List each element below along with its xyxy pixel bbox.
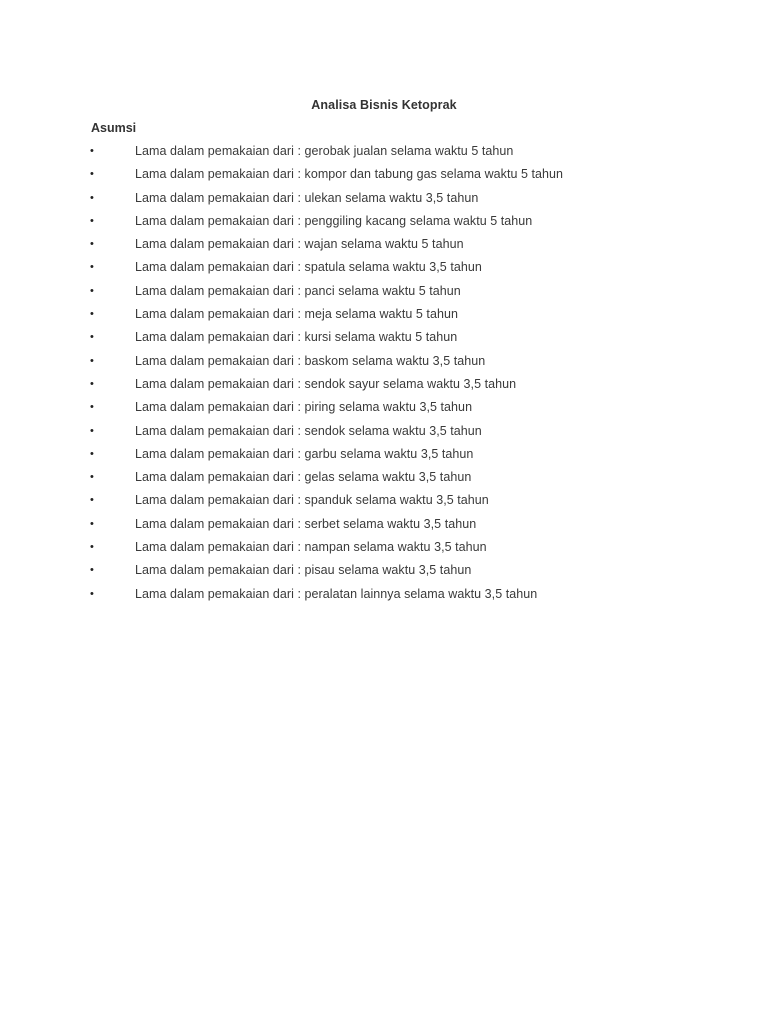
bullet-icon: • [90, 447, 94, 460]
bullet-icon: • [90, 284, 94, 297]
assumption-list [0, 143, 768, 609]
list-item [0, 190, 768, 213]
list-item [0, 213, 768, 236]
list-item-text: Lama dalam pemakaian dari : gerobak jualan selama waktu 5 tahun [135, 144, 514, 158]
list-item-text: Lama dalam pemakaian dari : panci selama waktu 5 tahun [135, 283, 461, 298]
bullet-icon: • [90, 587, 94, 600]
list-item-text: Lama dalam pemakaian dari : spanduk selama waktu 3,5 tahun [135, 493, 489, 508]
list-item-text: Lama dalam pemakaian dari : spatula selama waktu 3,5 tahun [135, 260, 482, 275]
list-item-text: Lama dalam pemakaian dari : penggiling kacang selama waktu 5 tahun [135, 213, 533, 228]
list-item-text: Lama dalam pemakaian dari : wajan selama waktu 5 tahun [135, 237, 464, 252]
list-item [0, 306, 768, 329]
list-item [0, 516, 768, 539]
list-item-text: Lama dalam pemakaian dari : nampan selama waktu 3,5 tahun [135, 540, 487, 555]
list-item [0, 283, 768, 306]
list-item [0, 539, 768, 562]
list-item [0, 423, 768, 446]
list-item-text: Lama dalam pemakaian dari : serbet selama waktu 3,5 tahun [135, 516, 477, 531]
list-item-text: Lama dalam pemakaian dari : kursi selama waktu 5 tahun [135, 330, 458, 345]
bullet-icon: • [90, 261, 94, 274]
bullet-icon: • [90, 145, 94, 157]
list-item-text: Lama dalam pemakaian dari : gelas selama waktu 3,5 tahun [135, 470, 472, 485]
list-item-text: Lama dalam pemakaian dari : ulekan selama waktu 3,5 tahun [135, 190, 479, 205]
list-item [0, 353, 768, 376]
list-item [0, 469, 768, 492]
list-item-text: Lama dalam pemakaian dari : peralatan lainnya selama waktu 3,5 tahun [135, 586, 538, 601]
list-item [0, 446, 768, 469]
list-item [0, 143, 768, 166]
bullet-icon: • [90, 494, 94, 507]
section-heading-asumsi: Asumsi [91, 121, 137, 135]
list-item-text: Lama dalam pemakaian dari : meja selama waktu 5 tahun [135, 307, 458, 322]
list-item [0, 259, 768, 282]
list-item [0, 586, 768, 609]
list-item-text: Lama dalam pemakaian dari : garbu selama waktu 3,5 tahun [135, 446, 474, 461]
list-item-text: Lama dalam pemakaian dari : sendok selama waktu 3,5 tahun [135, 423, 482, 438]
bullet-icon: • [90, 401, 94, 414]
bullet-icon: • [90, 214, 94, 227]
list-item [0, 166, 768, 189]
bullet-icon: • [90, 168, 94, 181]
document-title: Analisa Bisnis Ketoprak [311, 98, 457, 112]
list-item [0, 236, 768, 259]
bullet-icon: • [90, 331, 94, 344]
list-item-text: Lama dalam pemakaian dari : pisau selama waktu 3,5 tahun [135, 563, 472, 578]
list-item [0, 562, 768, 585]
bullet-icon: • [90, 541, 94, 554]
list-item-text: Lama dalam pemakaian dari : baskom selama waktu 3,5 tahun [135, 353, 486, 368]
list-item [0, 376, 768, 399]
bullet-icon: • [90, 517, 94, 530]
bullet-icon: • [90, 238, 94, 251]
bullet-icon: • [90, 377, 94, 390]
bullet-icon: • [90, 564, 94, 577]
bullet-icon: • [90, 354, 94, 367]
bullet-icon: • [90, 191, 94, 204]
list-item-text: Lama dalam pemakaian dari : piring selama waktu 3,5 tahun [135, 400, 473, 415]
list-item-text: Lama dalam pemakaian dari : sendok sayur selama waktu 3,5 tahun [135, 376, 517, 391]
list-item-text: Lama dalam pemakaian dari : kompor dan tabung gas selama waktu 5 tahun [135, 167, 564, 182]
list-item [0, 329, 768, 352]
bullet-icon: • [90, 424, 94, 437]
list-item [0, 492, 768, 515]
bullet-icon: • [90, 471, 94, 484]
list-item [0, 399, 768, 422]
bullet-icon: • [90, 308, 94, 321]
